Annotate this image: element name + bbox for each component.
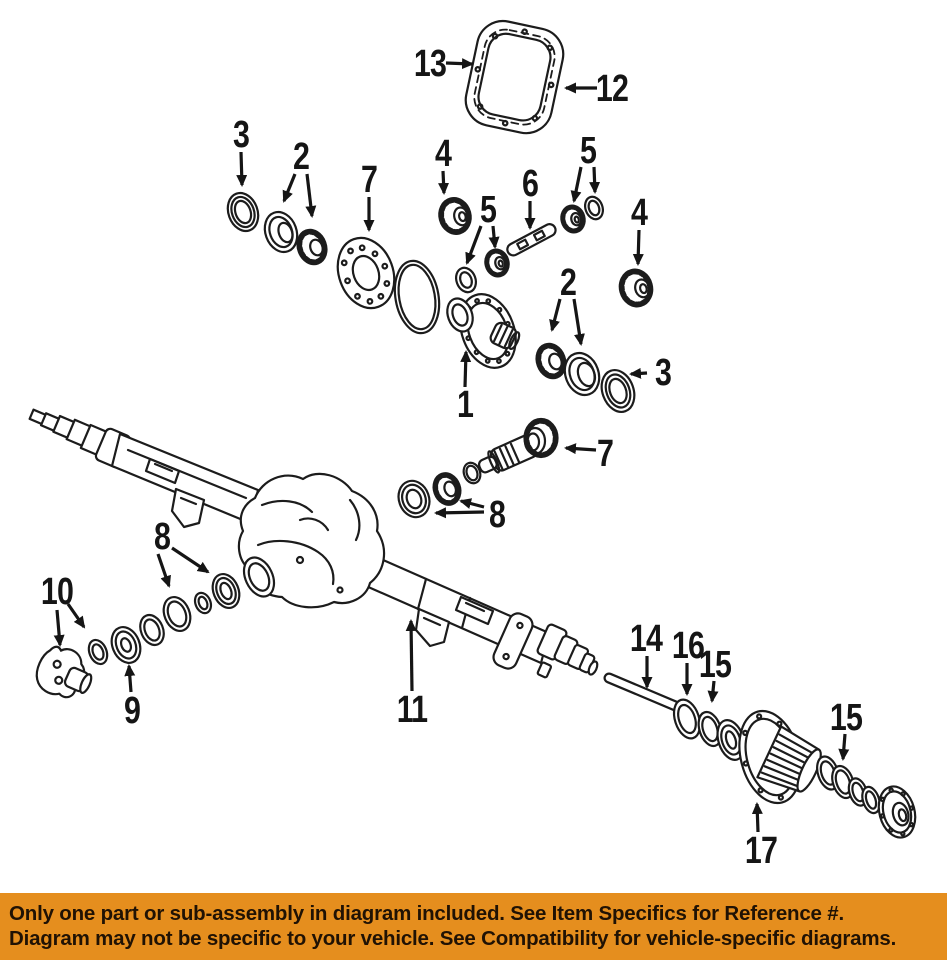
callout-arrow [411, 621, 412, 691]
callout-number: 9 [123, 689, 141, 732]
callout-number: 12 [595, 67, 629, 110]
callout-number: 10 [40, 570, 74, 613]
callout-number: 2 [292, 135, 310, 178]
callout-arrow [446, 63, 472, 64]
callout-arrow [158, 554, 169, 586]
seal-ring [394, 476, 435, 521]
callout-number: 4 [434, 132, 452, 175]
callout-number: 7 [360, 158, 378, 201]
callout-arrow [574, 299, 581, 344]
disclaimer-banner [0, 893, 947, 960]
callout-1 [457, 352, 474, 426]
banner-line-2: Diagram may not be specific to your vehicle. See Compatibility for vehicle-specific diagrams. [9, 927, 897, 950]
seal-ring [223, 189, 264, 236]
carrier-bearing-art [532, 340, 640, 417]
callout-13 [414, 43, 472, 85]
thrust-washer [582, 194, 606, 221]
callout-6 [522, 163, 538, 228]
pinion-seal-washer-stack-art [85, 570, 244, 667]
callout-number: 17 [744, 829, 778, 872]
differential-gear-set-art [435, 191, 656, 310]
callout-arrow [552, 299, 560, 330]
spindle-tab [537, 662, 551, 678]
axle-bearing-stack-art [669, 696, 749, 763]
callout-arrow [467, 226, 481, 263]
callout-7 [566, 433, 613, 475]
side-gear [435, 195, 474, 238]
callout-number: 1 [456, 383, 474, 426]
callout-number: 16 [671, 624, 705, 667]
callout-number: 8 [488, 493, 506, 536]
callout-3 [233, 114, 249, 185]
callout-15 [699, 644, 732, 701]
cover-gasket-art [461, 16, 568, 138]
hub-cap [873, 782, 920, 841]
callout-7 [361, 159, 377, 230]
callout-arrow [638, 230, 639, 264]
callout-arrow [172, 548, 208, 572]
differential-case-art [443, 286, 526, 375]
callout-14 [630, 618, 663, 687]
o-ring-art [389, 257, 444, 336]
callout-5 [574, 130, 597, 201]
callout-arrow [57, 610, 60, 645]
pinion-outer-bearing-art [223, 189, 331, 269]
callout-15 [830, 697, 863, 759]
bearing-cup [259, 207, 302, 256]
outer-bearing-stack-art [813, 754, 883, 816]
drive-pinion-art [475, 419, 557, 479]
callout-number: 15 [829, 696, 863, 739]
callout-arrow [566, 448, 596, 450]
callout-number: 15 [698, 643, 732, 686]
callout-number: 4 [630, 191, 648, 234]
callout-arrow [241, 152, 242, 185]
callout-arrow [129, 666, 131, 692]
bearing-cone [429, 470, 464, 509]
callout-number: 8 [153, 515, 171, 558]
callout-number: 3 [654, 351, 672, 394]
bearing-cone [293, 226, 331, 268]
pinion-gear [558, 203, 587, 235]
callout-arrow [284, 174, 295, 201]
side-gear [616, 266, 656, 310]
callout-number: 5 [579, 129, 597, 172]
callout-number: 14 [629, 617, 663, 660]
callout-arrow [757, 804, 758, 832]
callout-17 [745, 804, 777, 872]
callout-number: 6 [521, 162, 539, 205]
callout-arrow [461, 501, 484, 507]
callout-arrow [631, 373, 647, 374]
callout-2 [284, 136, 312, 216]
outer-seal [208, 570, 244, 612]
callout-number: 11 [396, 688, 428, 731]
callout-number: 7 [596, 432, 614, 475]
callout-8 [154, 516, 208, 586]
bearing-cup [559, 348, 605, 400]
callout-number: 5 [479, 188, 497, 231]
callout-4 [435, 133, 452, 193]
thrust-washer [453, 265, 479, 295]
callout-10 [41, 571, 84, 645]
callout-2 [552, 262, 581, 344]
callout-3 [631, 352, 671, 394]
callout-arrow [574, 167, 581, 201]
bearing-retainer-ring-art [328, 230, 403, 316]
callout-arrow [436, 512, 484, 513]
callout-arrow [465, 352, 466, 387]
callout-9 [124, 666, 140, 732]
callout-arrow [307, 174, 312, 216]
callout-number: 2 [559, 261, 577, 304]
callout-number: 13 [413, 42, 447, 85]
banner-line-1: Only one part or sub-assembly in diagram included. See Item Specifics for Reference #. [9, 902, 844, 925]
callout-12 [566, 68, 628, 110]
callout-number: 3 [232, 113, 250, 156]
callout-4 [631, 192, 648, 264]
